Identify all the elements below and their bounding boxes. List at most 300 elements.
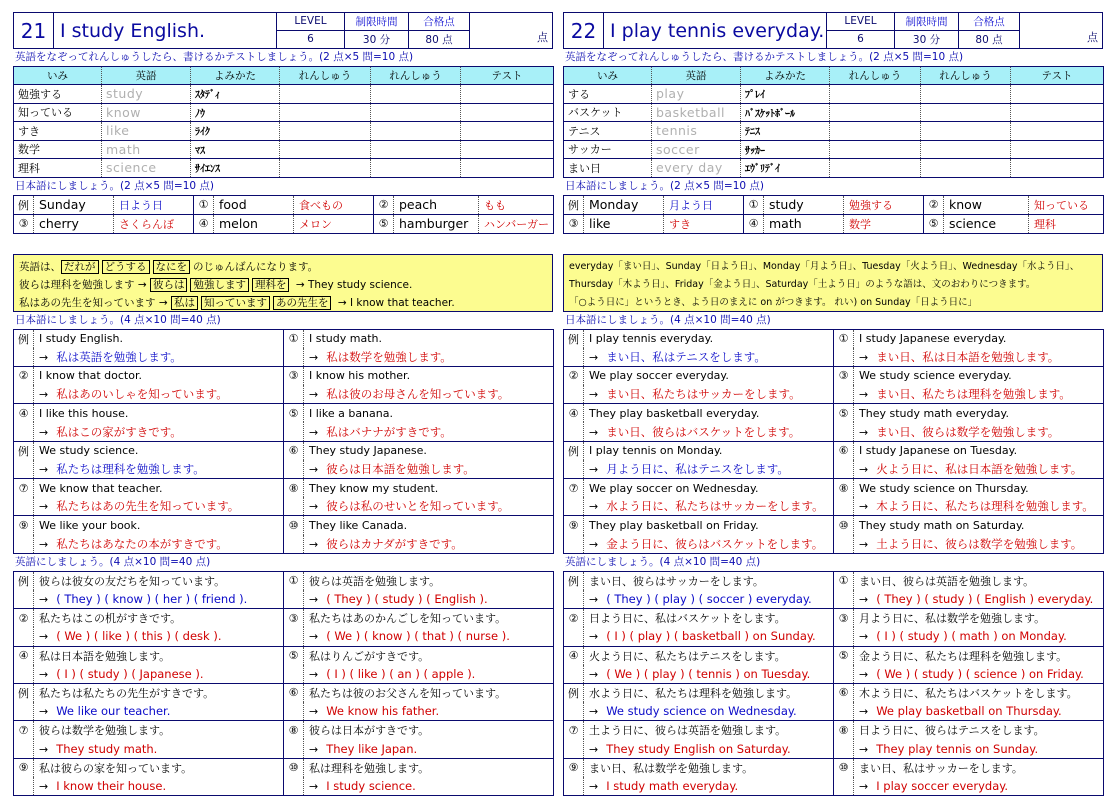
answer-cell[interactable] xyxy=(854,385,1104,404)
answer-cell[interactable] xyxy=(584,590,834,609)
answer-cell[interactable] xyxy=(304,627,554,646)
note-text: 英語は、 xyxy=(19,260,61,273)
word-answer[interactable]: 知っている xyxy=(1029,195,1104,214)
answer-row xyxy=(14,497,554,516)
item-number: ④ xyxy=(564,646,584,665)
vocab-reading: ｻｯｶｰ xyxy=(741,140,830,159)
note-line xyxy=(19,294,547,312)
question-text: They study math on Saturday. xyxy=(854,516,1104,535)
item-number: ⑥ xyxy=(284,441,304,460)
answer-cell[interactable] xyxy=(584,385,834,404)
answer-text: ( I ) ( play ) ( basketball ) on Sunday. xyxy=(606,629,816,644)
answer-row xyxy=(14,348,554,367)
word-english: know xyxy=(944,195,1029,214)
blank-mark xyxy=(564,627,584,646)
answer-cell[interactable] xyxy=(854,535,1104,554)
lesson-number: 21 xyxy=(14,13,54,48)
arrow-icon: → xyxy=(589,537,599,551)
word-answer[interactable]: 日よう日 xyxy=(114,195,194,214)
grammar-note xyxy=(563,254,1103,312)
vocab-row xyxy=(14,103,554,122)
answer-cell[interactable] xyxy=(584,739,834,758)
word-row xyxy=(564,195,1104,214)
item-number: ① xyxy=(744,195,764,214)
question-text: 木よう日に、私たちはバスケットをします。 xyxy=(854,683,1104,702)
word-answer[interactable]: 理科 xyxy=(1029,214,1104,233)
item-number: ⑦ xyxy=(14,721,34,740)
word-answer[interactable]: 月よう日 xyxy=(664,195,744,214)
boxed-phrase: 知っています xyxy=(201,296,270,310)
answer-cell[interactable] xyxy=(584,665,834,684)
blank-mark xyxy=(834,348,854,367)
question-text: 彼らは日本がすきです。 xyxy=(304,721,554,740)
item-number: ⑤ xyxy=(284,646,304,665)
item-number: ④ xyxy=(14,646,34,665)
answer-cell[interactable] xyxy=(34,739,284,758)
question-row xyxy=(14,721,554,740)
question-text: 私は彼らの家を知っています。 xyxy=(34,758,284,777)
answer-text: They study English on Saturday. xyxy=(606,741,791,756)
arrow-icon: → xyxy=(589,705,599,719)
word-english: food xyxy=(214,195,294,214)
question-text: I study math. xyxy=(304,329,554,348)
question-text: I play tennis on Monday. xyxy=(584,441,834,460)
item-number: ⑩ xyxy=(834,758,854,777)
item-number: ⑨ xyxy=(564,516,584,535)
boxed-phrase: どうする xyxy=(102,260,150,274)
answer-row xyxy=(14,422,554,441)
score-field[interactable]: 点 xyxy=(1087,31,1098,44)
question-row xyxy=(564,721,1104,740)
blank-mark xyxy=(14,665,34,684)
answer-text: ( We ) ( play ) ( tennis ) on Tuesday. xyxy=(606,666,811,681)
practice-cell-1[interactable] xyxy=(830,85,921,104)
answer-cell[interactable] xyxy=(854,777,1104,796)
to-english-table xyxy=(13,571,554,796)
arrow-icon: → xyxy=(39,537,49,551)
blank-mark xyxy=(564,460,584,479)
answer-cell[interactable] xyxy=(854,348,1104,367)
question-text: 火よう日に、私たちはテニスをします。 xyxy=(584,646,834,665)
blank-mark xyxy=(564,422,584,441)
word-answer[interactable]: 数学 xyxy=(844,214,924,233)
to-english-table xyxy=(563,571,1104,796)
vocab-header: よみかた xyxy=(741,67,830,85)
answer-cell[interactable] xyxy=(854,497,1104,516)
answer-text: We study science on Wednesday. xyxy=(606,704,797,719)
question-text: 金よう日に、私たちは理科を勉強します。 xyxy=(854,646,1104,665)
word-english: science xyxy=(944,214,1029,233)
blank-mark xyxy=(834,665,854,684)
vocab-reading: ﾗｲｸ xyxy=(191,122,280,141)
answer-cell[interactable] xyxy=(584,627,834,646)
arrow-icon: → xyxy=(39,462,49,476)
answer-cell[interactable] xyxy=(304,497,554,516)
item-number: ⑧ xyxy=(284,721,304,740)
item-number: ⑧ xyxy=(284,479,304,498)
answer-text: ( We ) ( study ) ( science ) on Friday. xyxy=(876,666,1084,681)
passing-score-value: 80 点 xyxy=(975,33,1003,46)
test-cell[interactable] xyxy=(1011,159,1104,178)
question-row xyxy=(564,646,1104,665)
answer-row xyxy=(564,627,1104,646)
answer-text: 彼らは日本語を勉強します。 xyxy=(326,461,475,476)
answer-cell[interactable] xyxy=(34,497,284,516)
time-limit-cell xyxy=(345,13,409,48)
word-answer[interactable]: ハンバーガー xyxy=(479,214,554,233)
note-text: → They study science. xyxy=(292,278,413,291)
item-number: ⑨ xyxy=(14,758,34,777)
vocab-reading: ｽﾀﾃﾞｨ xyxy=(191,85,280,104)
vocab-row xyxy=(564,85,1104,104)
item-number: ② xyxy=(374,195,394,214)
test-cell[interactable] xyxy=(461,122,554,141)
level-cell xyxy=(827,13,895,48)
blank-mark xyxy=(14,702,34,721)
answer-cell[interactable] xyxy=(304,777,554,796)
blank-mark xyxy=(14,385,34,404)
answer-cell[interactable] xyxy=(34,590,284,609)
practice-cell-2[interactable] xyxy=(921,85,1011,104)
question-text: 彼らは彼女の友だちを知っています。 xyxy=(34,571,284,590)
question-text: 日よう日に、私はバスケットをします。 xyxy=(584,609,834,628)
answer-cell[interactable] xyxy=(854,422,1104,441)
answer-text: 私はこの家がすきです。 xyxy=(56,424,182,439)
item-number: ⑨ xyxy=(14,516,34,535)
answer-cell[interactable] xyxy=(34,777,284,796)
item-number: 例 xyxy=(14,195,34,214)
vocab-trace-word: study xyxy=(102,85,191,104)
test-cell[interactable] xyxy=(461,85,554,104)
test-cell[interactable] xyxy=(461,159,554,178)
practice-cell-2[interactable] xyxy=(921,159,1011,178)
answer-cell[interactable] xyxy=(584,497,834,516)
practice-cell-1[interactable] xyxy=(830,159,921,178)
answer-cell[interactable] xyxy=(584,460,834,479)
answer-text: 私は英語を勉強します。 xyxy=(56,349,182,364)
item-number: ⑦ xyxy=(14,479,34,498)
item-number: ⑤ xyxy=(374,214,394,233)
answer-cell[interactable] xyxy=(34,702,284,721)
question-text: We study science on Thursday. xyxy=(854,479,1104,498)
practice-cell-2[interactable] xyxy=(371,140,461,159)
blank-mark xyxy=(564,665,584,684)
arrow-icon: → xyxy=(309,500,319,514)
to-japanese-instruction: 日本語にしましょう。(4 点×10 問=40 点) xyxy=(15,313,221,326)
grammar-note xyxy=(13,254,553,312)
practice-cell-2[interactable] xyxy=(371,122,461,141)
word-answer[interactable]: さくらんぼ xyxy=(114,214,194,233)
word-instruction: 日本語にしましょう。(2 点×5 問=10 点) xyxy=(15,179,215,192)
answer-cell[interactable] xyxy=(584,348,834,367)
item-number: ⑥ xyxy=(834,441,854,460)
vocab-instruction: 英語をなぞってれんしゅうしたら、書けるかテストしましょう。(2 点×5 問=10 点) xyxy=(565,51,964,63)
question-text: They like Canada. xyxy=(304,516,554,535)
answer-text: I study science. xyxy=(326,778,416,793)
arrow-icon: → xyxy=(39,742,49,756)
practice-cell-2[interactable] xyxy=(921,103,1011,122)
answer-cell[interactable] xyxy=(34,627,284,646)
arrow-icon: → xyxy=(859,630,869,644)
question-text: I know that doctor. xyxy=(34,366,284,385)
answer-text: 私たちはあの先生を知っています。 xyxy=(56,499,240,514)
arrow-icon: → xyxy=(309,705,319,719)
blank-mark xyxy=(834,627,854,646)
boxed-phrase: あの先生を xyxy=(273,296,332,310)
practice-cell-2[interactable] xyxy=(371,159,461,178)
answer-cell[interactable] xyxy=(304,348,554,367)
answer-row xyxy=(564,739,1104,758)
question-text: I study Japanese everyday. xyxy=(854,329,1104,348)
practice-cell-1[interactable] xyxy=(830,122,921,141)
vocab-meaning: 知っている xyxy=(14,103,102,122)
boxed-phrase: 私は xyxy=(171,296,198,310)
answer-cell[interactable] xyxy=(34,460,284,479)
blank-mark xyxy=(284,385,304,404)
vocab-trace-word: play xyxy=(652,85,741,104)
item-number: ③ xyxy=(14,214,34,233)
practice-cell-2[interactable] xyxy=(921,140,1011,159)
arrow-icon: → xyxy=(859,779,869,793)
answer-cell[interactable] xyxy=(584,702,834,721)
practice-cell-2[interactable] xyxy=(921,122,1011,141)
question-row xyxy=(564,571,1104,590)
test-cell[interactable] xyxy=(461,103,554,122)
answer-cell[interactable] xyxy=(584,535,834,554)
arrow-icon: → xyxy=(859,593,869,607)
item-number: 例 xyxy=(564,571,584,590)
question-row xyxy=(564,366,1104,385)
answer-cell[interactable] xyxy=(304,460,554,479)
vocab-meaning: テニス xyxy=(564,122,652,141)
vocab-meaning: 勉強する xyxy=(14,85,102,104)
question-text: I like this house. xyxy=(34,404,284,423)
word-answer[interactable]: もも xyxy=(479,195,554,214)
answer-cell[interactable] xyxy=(854,460,1104,479)
practice-cell-1[interactable] xyxy=(280,140,371,159)
vocab-trace-word: science xyxy=(102,159,191,178)
answer-cell[interactable] xyxy=(34,385,284,404)
vocab-header: いみ xyxy=(14,67,102,85)
word-row xyxy=(14,195,554,214)
answer-cell[interactable] xyxy=(304,422,554,441)
practice-cell-1[interactable] xyxy=(280,103,371,122)
item-number: 例 xyxy=(14,329,34,348)
answer-text: まい日、私は日本語を勉強します。 xyxy=(876,349,1060,364)
question-text: We play soccer on Wednesday. xyxy=(584,479,834,498)
word-answer[interactable]: 食べもの xyxy=(294,195,374,214)
vocab-meaning: サッカー xyxy=(564,140,652,159)
answer-cell[interactable] xyxy=(304,665,554,684)
arrow-icon: → xyxy=(309,537,319,551)
word-english: Monday xyxy=(584,195,664,214)
answer-cell[interactable] xyxy=(304,739,554,758)
blank-mark xyxy=(284,665,304,684)
word-answer[interactable]: 勉強する xyxy=(844,195,924,214)
answer-cell[interactable] xyxy=(304,590,554,609)
item-number: ③ xyxy=(284,366,304,385)
answer-text: They study math. xyxy=(56,741,158,756)
word-answer[interactable]: すき xyxy=(664,214,744,233)
answer-cell[interactable] xyxy=(854,665,1104,684)
answer-row xyxy=(14,535,554,554)
test-cell[interactable] xyxy=(1011,140,1104,159)
blank-mark xyxy=(834,590,854,609)
answer-cell[interactable] xyxy=(34,535,284,554)
item-number: ⑤ xyxy=(834,646,854,665)
item-number: ⑧ xyxy=(834,721,854,740)
answer-cell[interactable] xyxy=(304,535,554,554)
question-row xyxy=(564,404,1104,423)
blank-mark xyxy=(564,535,584,554)
question-text: まい日、私はサッカーをします。 xyxy=(854,758,1104,777)
question-text: They know my student. xyxy=(304,479,554,498)
answer-text: 私は数学を勉強します。 xyxy=(326,349,452,364)
answer-text: まい日、私はテニスをします。 xyxy=(606,349,766,364)
answer-cell[interactable] xyxy=(34,422,284,441)
question-row xyxy=(564,479,1104,498)
lesson-number: 22 xyxy=(564,13,604,48)
answer-cell[interactable] xyxy=(854,739,1104,758)
word-english: peach xyxy=(394,195,479,214)
vocab-reading: ﾌﾟﾚｲ xyxy=(741,85,830,104)
question-text: We study science everyday. xyxy=(854,366,1104,385)
answer-text: I study math everyday. xyxy=(606,778,739,793)
question-row xyxy=(14,516,554,535)
practice-cell-1[interactable] xyxy=(830,140,921,159)
blank-mark xyxy=(564,777,584,796)
question-text: They play basketball on Friday. xyxy=(584,516,834,535)
answer-row xyxy=(564,777,1104,796)
question-text: 日よう日に、彼らはテニスをします。 xyxy=(854,721,1104,740)
note-line xyxy=(569,258,1097,276)
vocab-header: 英語 xyxy=(102,67,191,85)
note-text: → I know that teacher. xyxy=(334,296,455,309)
answer-row xyxy=(14,460,554,479)
question-row xyxy=(14,404,554,423)
question-row xyxy=(14,441,554,460)
item-number: ⑩ xyxy=(834,516,854,535)
vocab-header: 英語 xyxy=(652,67,741,85)
question-text: I play tennis everyday. xyxy=(584,329,834,348)
question-text: 私たちは彼のお父さんを知っています。 xyxy=(304,683,554,702)
question-text: I study English. xyxy=(34,329,284,348)
passing-score-cell xyxy=(409,13,470,48)
answer-row xyxy=(14,777,554,796)
answer-cell[interactable] xyxy=(34,348,284,367)
test-cell[interactable] xyxy=(1011,85,1104,104)
answer-cell[interactable] xyxy=(584,422,834,441)
vocab-row xyxy=(14,85,554,104)
arrow-icon: → xyxy=(39,593,49,607)
vocab-header: テスト xyxy=(1011,67,1104,85)
arrow-icon: → xyxy=(589,630,599,644)
level-value: 6 xyxy=(857,33,864,46)
time-limit-value: 30 分 xyxy=(912,33,941,46)
item-number: ④ xyxy=(744,214,764,233)
boxed-phrase: 勉強します xyxy=(190,278,249,292)
level-cell xyxy=(277,13,345,48)
item-number: ⑩ xyxy=(284,516,304,535)
practice-cell-1[interactable] xyxy=(830,103,921,122)
arrow-icon: → xyxy=(589,425,599,439)
blank-mark xyxy=(834,385,854,404)
item-number: ③ xyxy=(834,366,854,385)
practice-cell-1[interactable] xyxy=(280,85,371,104)
arrow-icon: → xyxy=(589,462,599,476)
note-line xyxy=(569,294,1097,312)
question-text: They study math everyday. xyxy=(854,404,1104,423)
blank-mark xyxy=(14,590,34,609)
answer-row xyxy=(564,535,1104,554)
blank-mark xyxy=(14,497,34,516)
arrow-icon: → xyxy=(309,462,319,476)
score-field[interactable]: 点 xyxy=(537,31,548,44)
item-number: ④ xyxy=(194,214,214,233)
blank-mark xyxy=(284,422,304,441)
answer-cell[interactable] xyxy=(584,777,834,796)
note-text: 彼らは理科を勉強します → xyxy=(19,278,150,291)
vocab-header: いみ xyxy=(564,67,652,85)
test-cell[interactable] xyxy=(1011,103,1104,122)
test-cell[interactable] xyxy=(1011,122,1104,141)
item-number: ⑥ xyxy=(284,683,304,702)
arrow-icon: → xyxy=(309,388,319,402)
practice-cell-2[interactable] xyxy=(371,103,461,122)
boxed-phrase: 彼らは xyxy=(150,278,188,292)
practice-cell-1[interactable] xyxy=(280,159,371,178)
vocab-trace-word: math xyxy=(102,140,191,159)
arrow-icon: → xyxy=(859,388,869,402)
practice-cell-2[interactable] xyxy=(371,85,461,104)
to-japanese-table xyxy=(563,329,1104,554)
answer-cell[interactable] xyxy=(304,702,554,721)
item-number: ② xyxy=(924,195,944,214)
answer-cell[interactable] xyxy=(34,665,284,684)
arrow-icon: → xyxy=(859,667,869,681)
item-number: ③ xyxy=(834,609,854,628)
blank-mark xyxy=(14,535,34,554)
blank-mark xyxy=(284,777,304,796)
blank-mark xyxy=(284,497,304,516)
answer-text: 彼らはカナダがすきです。 xyxy=(326,536,463,551)
practice-cell-1[interactable] xyxy=(280,122,371,141)
answer-cell[interactable] xyxy=(854,627,1104,646)
answer-cell[interactable] xyxy=(304,385,554,404)
arrow-icon: → xyxy=(589,500,599,514)
test-cell[interactable] xyxy=(461,140,554,159)
question-text: 私たちはこの机がすきです。 xyxy=(34,609,284,628)
arrow-icon: → xyxy=(589,593,599,607)
item-number: ② xyxy=(14,609,34,628)
item-number: ① xyxy=(284,571,304,590)
answer-text: ( We ) ( like ) ( this ) ( desk ). xyxy=(56,629,222,644)
word-answer[interactable]: メロン xyxy=(294,214,374,233)
note-text: everyday「まい日」、Sunday「日よう日」、Monday「月よう日」、Tuesday「火よう日」、Wednesday「水よう日」、 xyxy=(569,260,1080,272)
item-number: ④ xyxy=(564,404,584,423)
worksheet-22 xyxy=(563,12,1103,796)
answer-text: 私たちは理科を勉強します。 xyxy=(56,461,205,476)
question-text: We like your book. xyxy=(34,516,284,535)
time-limit-label: 制限時間 xyxy=(895,13,958,31)
passing-score-value: 80 点 xyxy=(425,33,453,46)
answer-row xyxy=(564,590,1104,609)
answer-cell[interactable] xyxy=(854,702,1104,721)
answer-cell[interactable] xyxy=(854,590,1104,609)
answer-text: They play tennis on Sunday. xyxy=(876,741,1039,756)
question-text: 土よう日に、彼らは英語を勉強します。 xyxy=(584,721,834,740)
vocab-row xyxy=(564,140,1104,159)
